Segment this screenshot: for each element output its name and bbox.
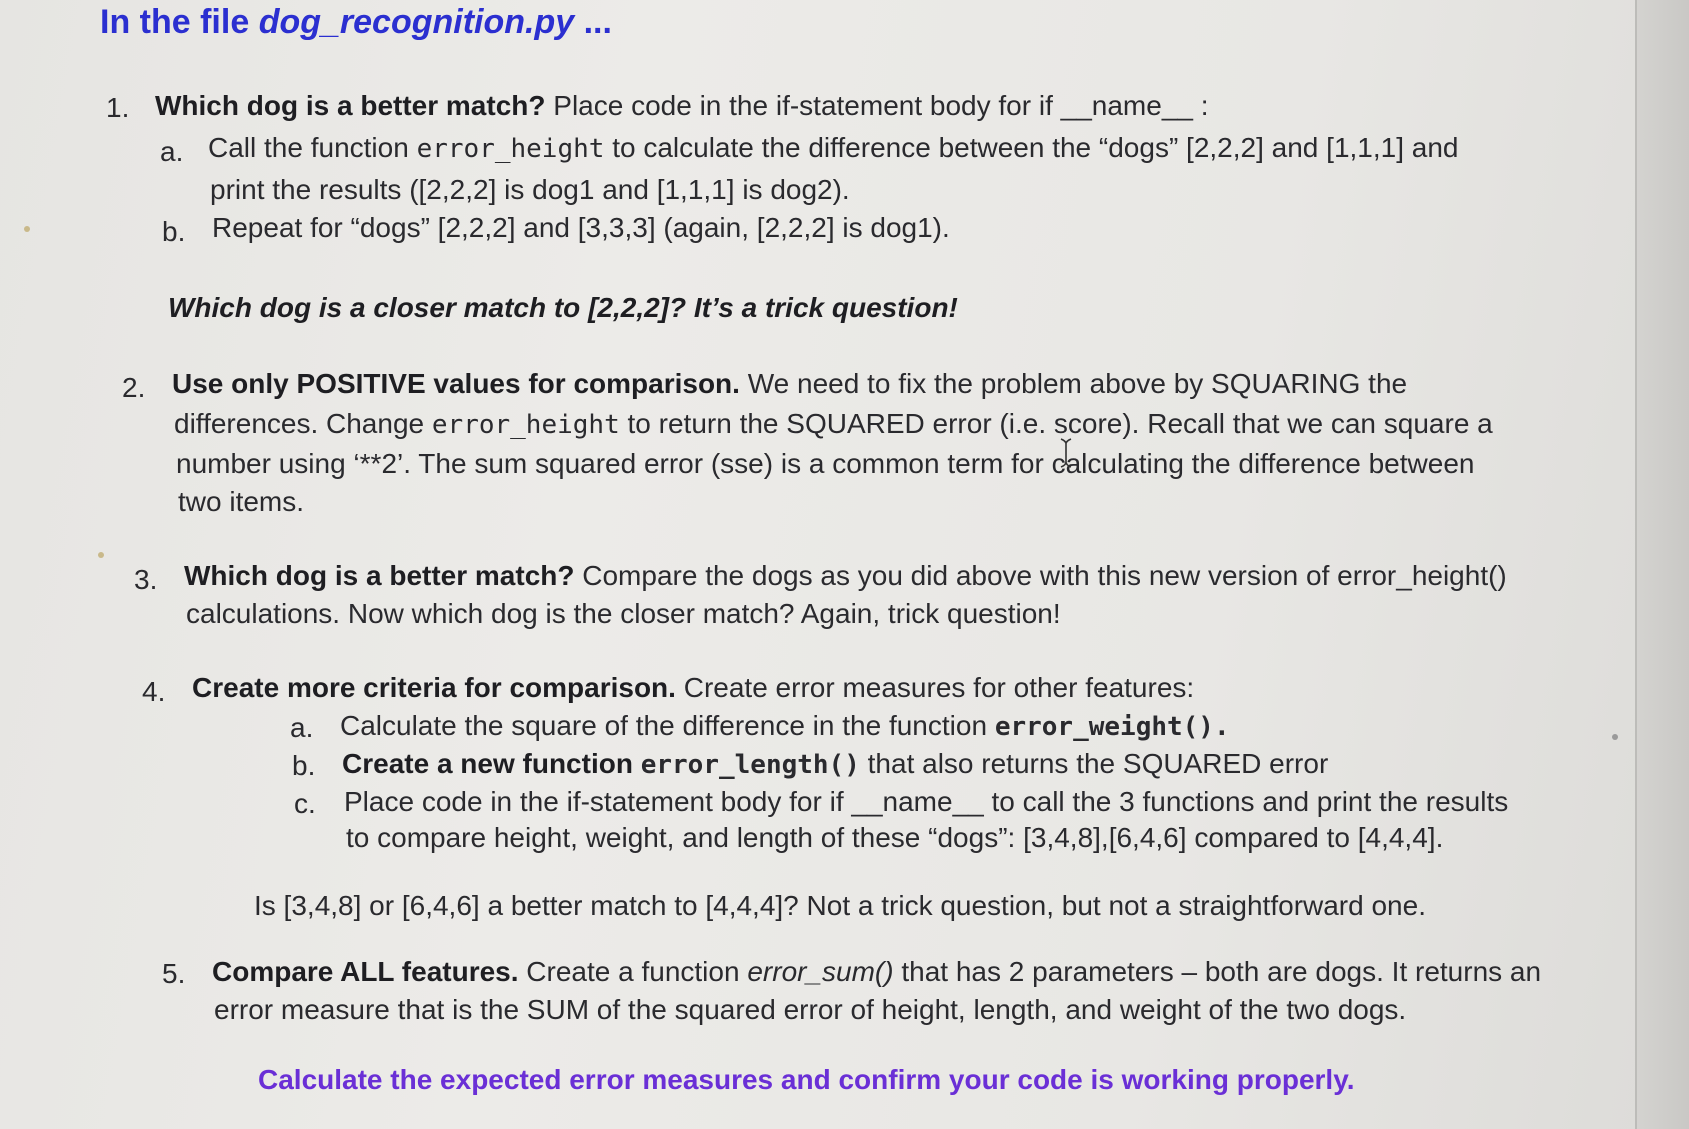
q1a-line2: print the results ([2,2,2] is dog1 and [1,1,1] is dog2). bbox=[210, 174, 850, 205]
q2-number: 2. bbox=[122, 372, 146, 403]
q1-heading: Which dog is a better match? bbox=[155, 90, 546, 121]
q3-line1 bbox=[184, 558, 1507, 594]
paper-mark bbox=[24, 226, 30, 232]
q4c-label: c. bbox=[294, 788, 316, 819]
q5-line2: error measure that is the SUM of the squared error of height, length, and weight of the two dogs. bbox=[214, 994, 1407, 1025]
q2-line2-pre: differences. Change bbox=[174, 408, 432, 439]
page-title bbox=[100, 0, 612, 44]
q1-line1 bbox=[155, 88, 1209, 124]
text-cursor-icon bbox=[1060, 438, 1072, 468]
q5-line1 bbox=[212, 954, 1541, 990]
page-edge bbox=[1635, 0, 1689, 1129]
q5-line1-post: that has 2 parameters – both are dogs. It returns an bbox=[893, 956, 1542, 987]
paper-mark bbox=[98, 552, 104, 558]
q3-line1-post: Compare the dogs as you did above with this new version of error_height() bbox=[574, 560, 1507, 591]
q4-line1-post: Create error measures for other features: bbox=[675, 672, 1195, 703]
q1-trick-question: Which dog is a closer match to [2,2,2]? It’s a trick question! bbox=[168, 292, 958, 323]
q2-line3: number using ‘**2’. The sum squared error (sse) is a common term for calculating the difference between bbox=[176, 448, 1475, 479]
q4a-label: a. bbox=[290, 712, 314, 743]
q2-code: error_height bbox=[431, 410, 620, 440]
q5-line1-mid: Create a function bbox=[518, 956, 748, 987]
q2-line4: two items. bbox=[178, 486, 305, 517]
q4b-bold: Create a new function bbox=[342, 748, 641, 779]
q4c-line1: Place code in the if-statement body for if __name__ to call the 3 functions and print the results bbox=[344, 786, 1509, 817]
q1a-code: error_height bbox=[416, 134, 605, 164]
q4-heading: Create more criteria for comparison. bbox=[192, 672, 676, 703]
q4b-label: b. bbox=[292, 750, 316, 781]
q4-number: 4. bbox=[142, 676, 166, 707]
q2-line2-post: to return the SQUARED error (i.e. score). Recall that we can square a bbox=[619, 408, 1493, 439]
q2-line1 bbox=[172, 366, 1407, 402]
q2-line1-post: We need to fix the problem above by SQUARING the bbox=[739, 368, 1408, 399]
q3-line2: calculations. Now which dog is the closer match? Again, trick question! bbox=[186, 598, 1061, 629]
q4-line1 bbox=[192, 670, 1194, 706]
q2-line2 bbox=[174, 406, 1493, 443]
q4b-code: error_length() bbox=[640, 750, 860, 780]
q5-number: 5. bbox=[162, 958, 186, 989]
q5-func-name: error_sum() bbox=[747, 956, 894, 987]
q1-text: Place code in the if-statement body for if __name__ : bbox=[545, 90, 1209, 121]
paper-mark bbox=[1612, 734, 1618, 740]
q1-number: 1. bbox=[106, 92, 130, 123]
q1a-line1 bbox=[208, 130, 1459, 167]
q1b-text: Repeat for “dogs” [2,2,2] and [3,3,3] (again, [2,2,2] is dog1). bbox=[212, 212, 950, 243]
q5-heading: Compare ALL features. bbox=[212, 956, 519, 987]
title-prefix: In the file bbox=[100, 3, 259, 41]
title-suffix: ... bbox=[574, 3, 612, 41]
final-instruction: Calculate the expected error measures and confirm your code is working properly. bbox=[258, 1064, 1355, 1095]
q1a-label: a. bbox=[160, 136, 184, 167]
q3-number: 3. bbox=[134, 564, 158, 595]
q4c-line2: to compare height, weight, and length of these “dogs”: [3,4,8],[6,4,6] compared to [4,4,4]. bbox=[346, 822, 1444, 853]
q4a-code: error_weight(). bbox=[994, 712, 1230, 742]
q4-question: Is [3,4,8] or [6,4,6] a better match to [4,4,4]? Not a trick question, but not a straightforward one. bbox=[254, 890, 1426, 921]
q4b-line bbox=[342, 746, 1328, 783]
q3-heading: Which dog is a better match? bbox=[184, 560, 575, 591]
q2-heading: Use only POSITIVE values for comparison. bbox=[172, 368, 740, 399]
q1b-label: b. bbox=[162, 216, 186, 247]
q1a-post: to calculate the difference between the “dogs” [2,2,2] and [1,1,1] and bbox=[604, 132, 1459, 163]
q1a-pre: Call the function bbox=[208, 132, 417, 163]
q4a-pre: Calculate the square of the difference in the function bbox=[340, 710, 995, 741]
title-filename: dog_recognition.py bbox=[258, 3, 575, 41]
q4a-line bbox=[340, 708, 1230, 745]
q4b-post: that also returns the SQUARED error bbox=[859, 748, 1329, 779]
